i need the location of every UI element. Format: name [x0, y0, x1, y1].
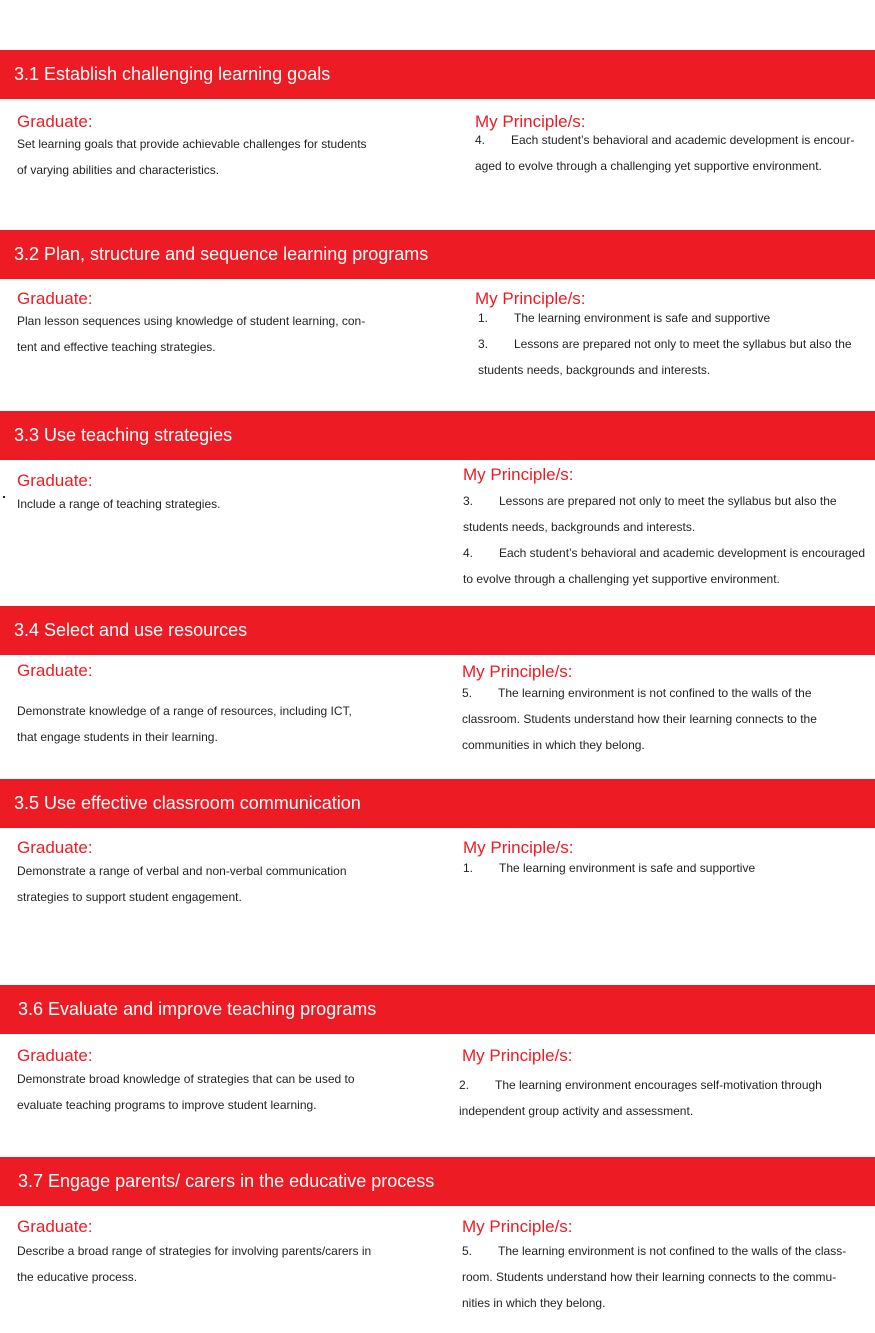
principle-text: classroom. Students understand how their learning connects to the [462, 712, 817, 726]
principle-text: Each student’s behavioral and academic development is encouraged [499, 546, 866, 560]
principle-number: 2. [459, 1078, 470, 1092]
section-title: 3.2 Plan, structure and sequence learning programs [0, 230, 875, 279]
section-title: 3.4 Select and use resources [0, 606, 875, 655]
graduate-text: tent and effective teaching strategies. [17, 340, 216, 354]
graduate-label: Graduate: [17, 471, 93, 490]
principle-label: My Principle/s: [475, 289, 586, 308]
graduate-text: Demonstrate broad knowledge of strategies that can be used to [17, 1072, 355, 1086]
principle-number: 3. [478, 337, 489, 351]
principle-text: The learning environment is safe and supportive [499, 861, 756, 875]
section-title: 3.5 Use effective classroom communication [0, 779, 875, 828]
graduate-label: Graduate: [17, 1217, 93, 1236]
graduate-text: Demonstrate knowledge of a range of resources, including ICT, [17, 704, 352, 718]
principle-text: independent group activity and assessment. [459, 1104, 694, 1118]
principle-label: My Principle/s: [462, 662, 573, 681]
principle-text: The learning environment is safe and supportive [514, 311, 771, 325]
principle-text: students needs, backgrounds and interests. [478, 363, 711, 377]
principle-item [478, 331, 852, 357]
principle-text: Lessons are prepared not only to meet the syllabus but also the [514, 337, 852, 351]
principle-number: 4. [475, 133, 486, 147]
principle-text: The learning environment is not confined to the walls of the [498, 686, 812, 700]
principle-text: students needs, backgrounds and interests. [463, 520, 696, 534]
principle-text: room. Students understand how their learning connects to the commu- [462, 1270, 837, 1284]
principle-text: The learning environment is not confined to the walls of the class- [498, 1244, 847, 1258]
section-title: 3.1 Establish challenging learning goals [0, 50, 875, 99]
graduate-text: that engage students in their learning. [17, 730, 218, 744]
principle-text: nities in which they belong. [462, 1296, 606, 1310]
principle-label: My Principle/s: [462, 1046, 573, 1065]
principle-text: communities in which they belong. [462, 738, 645, 752]
principle-number: 4. [463, 546, 474, 560]
principle-text: aged to evolve through a challenging yet supportive environment. [475, 159, 822, 173]
graduate-text: evaluate teaching programs to improve student learning. [17, 1098, 317, 1112]
principle-label: My Principle/s: [462, 1217, 573, 1236]
principle-number: 5. [462, 1244, 473, 1258]
graduate-text: the educative process. [17, 1270, 138, 1284]
graduate-label: Graduate: [17, 112, 93, 131]
graduate-text: strategies to support student engagement. [17, 890, 242, 904]
graduate-text: Plan lesson sequences using knowledge of student learning, con- [17, 314, 366, 328]
principle-item [462, 680, 812, 706]
principle-label: My Principle/s: [463, 465, 574, 484]
graduate-text: Set learning goals that provide achievable challenges for students [17, 137, 367, 151]
graduate-text: Include a range of teaching strategies. [17, 497, 221, 511]
principle-label: My Principle/s: [475, 112, 586, 131]
graduate-text: of varying abilities and characteristics. [17, 163, 220, 177]
principle-number: 5. [462, 686, 473, 700]
section-title: 3.7 Engage parents/ carers in the educative process [0, 1157, 875, 1206]
principle-item [459, 1072, 822, 1098]
graduate-label: Graduate: [17, 289, 93, 308]
principle-item [475, 127, 854, 153]
principle-number: 3. [463, 494, 474, 508]
principle-number: 1. [478, 311, 489, 325]
principle-item [463, 855, 755, 881]
principle-number: 1. [463, 861, 474, 875]
stray-dot [3, 496, 5, 498]
graduate-label: Graduate: [17, 1046, 93, 1065]
principle-item [463, 540, 865, 566]
principle-text: to evolve through a challenging yet supportive environment. [463, 572, 780, 586]
graduate-text: Demonstrate a range of verbal and non-verbal communication [17, 864, 347, 878]
principle-item [463, 488, 837, 514]
principle-item [478, 305, 770, 331]
principle-text: Each student’s behavioral and academic development is encour- [511, 133, 855, 147]
graduate-label: Graduate: [17, 661, 93, 680]
principle-text: Lessons are prepared not only to meet the syllabus but also the [499, 494, 837, 508]
section-title: 3.6 Evaluate and improve teaching programs [0, 985, 875, 1034]
principle-label: My Principle/s: [463, 838, 574, 857]
principle-text: The learning environment encourages self-motivation through [495, 1078, 822, 1092]
principle-item [462, 1238, 846, 1264]
graduate-label: Graduate: [17, 838, 93, 857]
section-title: 3.3 Use teaching strategies [0, 411, 875, 460]
graduate-text: Describe a broad range of strategies for involving parents/carers in [17, 1244, 372, 1258]
